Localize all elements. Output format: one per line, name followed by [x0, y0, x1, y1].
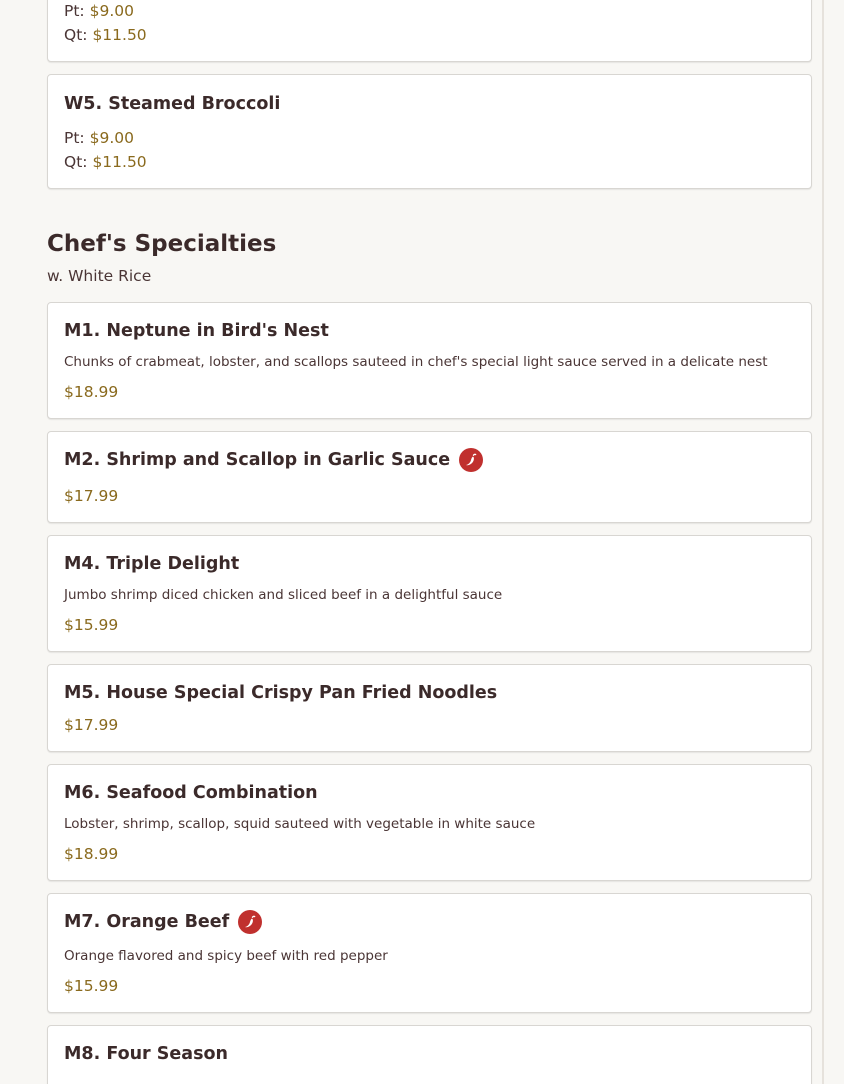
price-value: $11.50 [92, 153, 147, 171]
price-value: $9.00 [89, 2, 134, 20]
menu-item-price: $17.99 [64, 716, 119, 734]
menu-item-price: $15.99 [64, 616, 119, 634]
price-value: $9.00 [89, 129, 134, 147]
menu-item-name: M1. Neptune in Bird's Nest [64, 321, 329, 341]
price-label: Pt: [64, 2, 85, 20]
menu-item-card[interactable] [47, 664, 812, 752]
menu-item-title [64, 448, 795, 472]
chili-pepper-icon [459, 448, 483, 472]
menu-item-card[interactable] [47, 0, 812, 62]
menu-item-name: M2. Shrimp and Scallop in Garlic Sauce [64, 450, 451, 470]
menu-item-title [64, 681, 795, 705]
menu-item-price: $18.99 [64, 383, 119, 401]
menu-item-name: M4. Triple Delight [64, 554, 240, 574]
menu-item-card[interactable] [47, 74, 812, 189]
menu-item-card[interactable] [47, 893, 812, 1013]
menu-item-title: W5. Steamed Broccoli [64, 94, 281, 114]
price-value: $11.50 [92, 26, 147, 44]
menu-content [47, 0, 812, 1084]
menu-item-description: Jumbo shrimp diced chicken and sliced beef in a delightful sauce [64, 587, 503, 603]
menu-item-card[interactable] [47, 764, 812, 881]
section-subtitle: w. White Rice [47, 267, 152, 285]
price-pint [64, 0, 795, 23]
price-pint [64, 126, 795, 150]
menu-item-card[interactable] [47, 431, 812, 523]
menu-item-name: M5. House Special Crispy Pan Fried Noodles [64, 683, 498, 703]
menu-item-title [64, 319, 795, 343]
scrollbar-track [822, 0, 824, 1084]
chili-pepper-icon [238, 910, 262, 934]
menu-item-description: Lobster, shrimp, scallop, squid sauteed with vegetable in white sauce [64, 816, 536, 832]
menu-item-card[interactable] [47, 535, 812, 652]
menu-item-price: $15.99 [64, 977, 119, 995]
menu-item-price: $17.99 [64, 487, 119, 505]
price-quart [64, 23, 795, 47]
menu-item-name: M6. Seafood Combination [64, 783, 318, 803]
price-label: Qt: [64, 153, 88, 171]
menu-item-title [64, 781, 795, 805]
price-label: Pt: [64, 129, 85, 147]
menu-item-title [64, 552, 795, 576]
menu-item-description: Orange flavored and spicy beef with red pepper [64, 948, 388, 964]
menu-item-title [64, 910, 795, 934]
price-list [64, 126, 795, 174]
menu-item-card[interactable] [47, 302, 812, 419]
menu-item-card[interactable] [47, 1025, 812, 1084]
menu-item-price: $18.99 [64, 845, 119, 863]
price-quart [64, 150, 795, 174]
menu-item-description: Chunks of crabmeat, lobster, and scallops sauteed in chef's special light sauce served in a delicate nest [64, 354, 768, 370]
menu-item-title [64, 1042, 795, 1066]
section-title: Chef's Specialties [47, 231, 277, 257]
menu-item-name: M7. Orange Beef [64, 912, 230, 932]
menu-item-name: M8. Four Season [64, 1044, 228, 1064]
price-label: Qt: [64, 26, 88, 44]
